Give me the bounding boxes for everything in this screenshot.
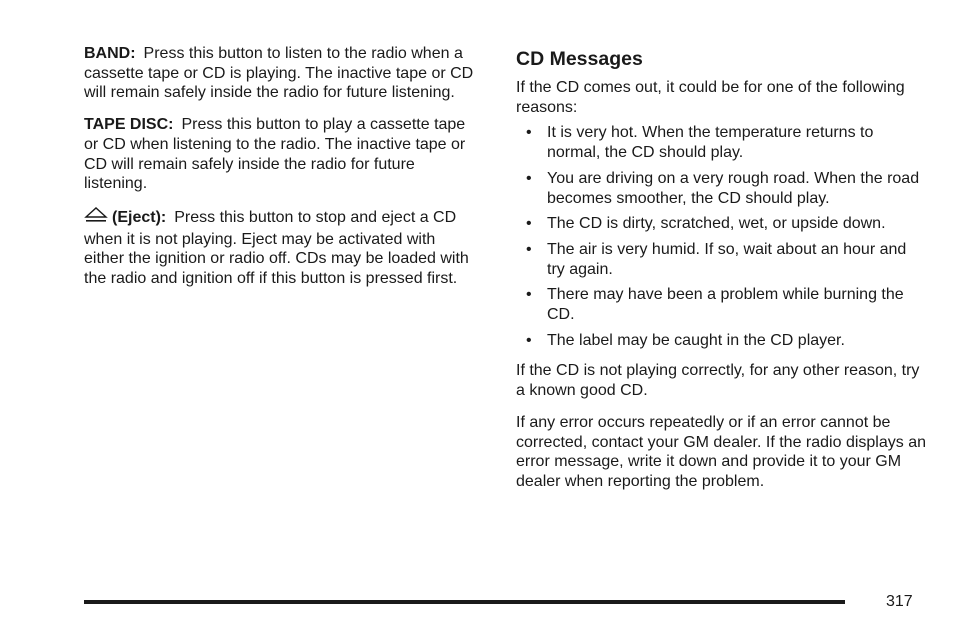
list-item: • The label may be caught in the CD player. [526,331,845,349]
list-item: • It is very hot. When the temperature returns to normal, the CD should play. [526,124,874,162]
band-paragraph [84,44,479,103]
eject-term: (Eject): [112,208,167,226]
reasons-list [516,123,926,350]
list-item: • The CD is dirty, scratched, wet, or upside down. [526,215,886,233]
right-column [516,44,926,498]
known-good-cd-paragraph: If the CD is not playing correctly, for any other reason, try a known good CD. [516,362,920,400]
eject-icon [84,206,108,230]
tape-disc-text: Press this button to play a cassette tape or CD when listening to the radio. The inactive tape or CD will remain safely inside the radio for future listening. [84,116,466,193]
dealer-paragraph: If any error occurs repeatedly or if an error cannot be corrected, contact your GM dealer. If the radio displays an error message, write it down and provide it to your GM dealer when reporting the problem. [516,413,926,490]
list-item: • You are driving on a very rough road. When the road becomes smoother, the CD should play. [526,169,920,207]
left-column [84,44,479,301]
footer-rule [84,600,845,604]
bullet-icon: • [526,124,532,142]
bullet-icon: • [526,215,532,233]
eject-text: Press this button to stop and eject a CD when it is not playing. Eject may be activated with either the ignition or radio off. CDs may be loaded with the radio and ignition off if this button is pressed first. [84,208,469,288]
bullet-icon: • [526,286,532,304]
eject-paragraph [84,206,479,289]
list-item: • There may have been a problem while burning the CD. [526,286,904,324]
bullet-icon: • [526,240,532,258]
list-item: • The air is very humid. If so, wait about an hour and try again. [526,240,907,278]
tape-disc-term: TAPE DISC: [84,116,174,134]
section-heading: CD Messages [516,48,643,70]
tape-disc-paragraph [84,115,479,194]
band-term: BAND: [84,45,136,62]
page-number: 317 [886,593,913,610]
band-text: Press this button to listen to the radio when a cassette tape or CD is playing. The inactive tape or CD will remain safely inside the radio for future listening. [84,45,474,102]
bullet-icon: • [526,331,532,349]
intro-paragraph: If the CD comes out, it could be for one of the following reasons: [516,79,905,116]
bullet-icon: • [526,169,532,187]
